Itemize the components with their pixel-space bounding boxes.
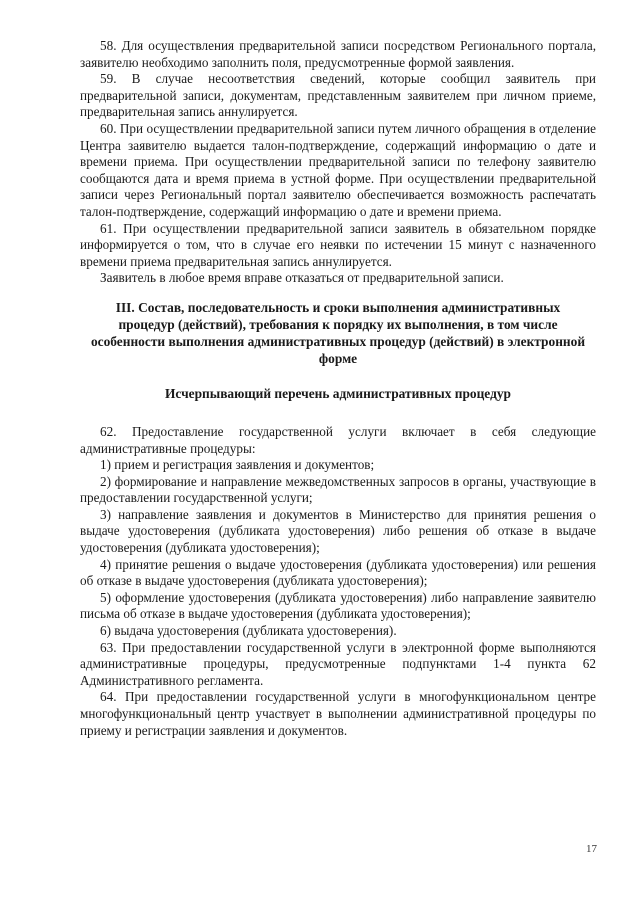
paragraph-61: 61. При осуществлении предварительной записи заявитель в обязательном порядке информируется о том, что в случае его неявки по истечении 15 минут с назначенного времени приема предварительная запись аннулируется. — [80, 220, 596, 269]
list-item: 6) выдача удостоверения (дубликата удостоверения). — [100, 623, 397, 639]
paragraph-63: 63. При предоставлении государственной услуги в электронной форме выполняются административные процедуры, предусмотренные подпунктами 1-4 пункта 62 Административного регламента. — [80, 639, 596, 688]
paragraph-62: 62. Предоставление государственной услуги включает в себя следующие административные процедуры: — [80, 423, 596, 456]
list-item: 5) оформление удостоверения (дубликата удостоверения) либо направление заявителю письма об отказе в выдаче удостоверения (дубликата удостоверения); — [80, 589, 596, 622]
paragraph-refusal: Заявитель в любое время вправе отказаться от предварительной записи. — [100, 270, 504, 286]
page-number: 17 — [586, 843, 597, 855]
section-heading: III. Состав, последовательность и сроки выполнения административных процедур (действий), требования к порядку их выполнения, в том числе особенности выполнения административных процедур (действий) в электронной форме — [90, 299, 586, 366]
list-item: 4) принятие решения о выдаче удостоверения (дубликата удостоверения) или решения об отказе в выдаче удостоверения (дубликата удостоверения); — [80, 556, 596, 589]
paragraph-58: 58. Для осуществления предварительной записи посредством Регионального портала, заявителю необходимо заполнить поля, предусмотренные формой заявления. — [80, 38, 596, 70]
list-item: 1) прием и регистрация заявления и документов; — [100, 457, 375, 473]
list-item: 3) направление заявления и документов в Министерство для принятия решения о выдаче удостоверения (дубликата удостоверения) либо решения об отказе в выдаче удостоверения (дубликата удостоверения); — [80, 506, 596, 556]
page-content — [80, 38, 596, 739]
subsection-heading: Исчерпывающий перечень административных процедур — [164, 385, 511, 401]
paragraph-64: 64. При предоставлении государственной услуги в многофункциональном центре многофункциональный центр участвует в выполнении административной процедуры по приему и регистрации заявления и документов. — [80, 689, 596, 738]
list-item: 2) формирование и направление межведомственных запросов в органы, участвующие в предоставлении государственной услуги; — [80, 473, 596, 506]
paragraph-60: 60. При осуществлении предварительной записи путем личного обращения в отделение Центра заявителю выдается талон-подтверждение, содержащий информацию о дате и времени приема. При осуществлении предварительной записи по телефону заявителю сообщаются дата и время приема в устной форме. При осуществлении предварительной записи через Региональный портал заявителю обеспечивается возможность распечатать талон-подтверждение, содержащий информацию о дате и времени приема. — [80, 120, 596, 219]
paragraph-59: 59. В случае несоответствия сведений, которые сообщил заявитель при предварительной записи, документам, представленным заявителем при личном приеме, предварительная запись аннулируется. — [80, 71, 596, 120]
